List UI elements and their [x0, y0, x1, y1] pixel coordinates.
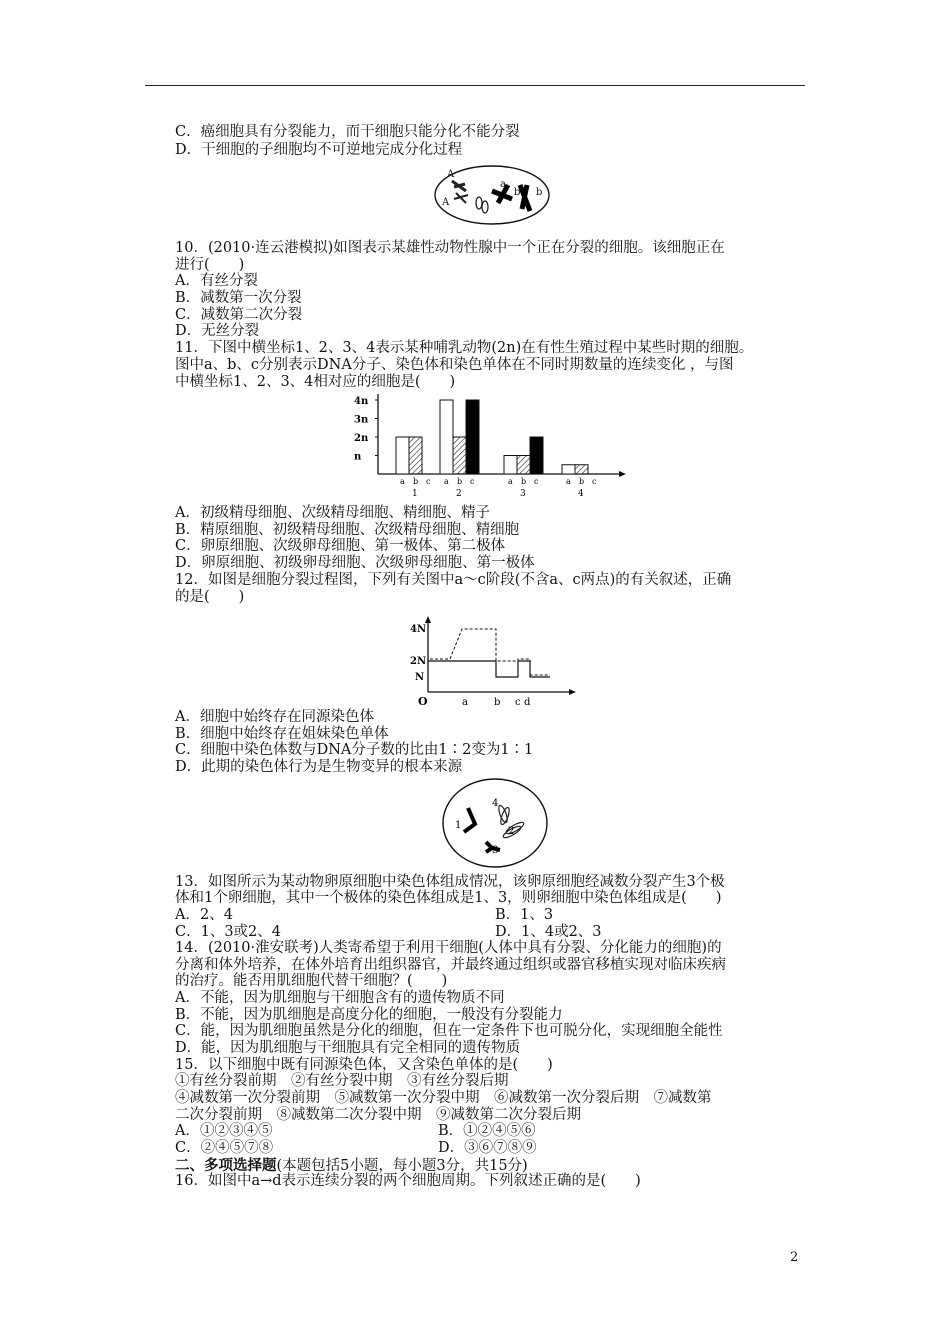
q15-option-d: D．③⑥⑦⑧⑨ [438, 1140, 537, 1156]
q12-option-d: D．此期的染色体行为是生物变异的根本来源 [175, 759, 463, 775]
q15-option-a: A．①②③④⑤ [175, 1123, 273, 1139]
q12-option-c: C．细胞中染色体数与DNA分子数的比由1∶2变为1∶1 [175, 742, 534, 758]
q13-stem-2: 体和1个卵细胞，其中一个极体的染色体组成是1、3，则卵细胞中染色体组成是( ) [175, 890, 722, 906]
bar-sub-label-4-a: a [566, 477, 571, 486]
option-d: D．干细胞的子细胞均不可逆地完成分化过程 [175, 142, 463, 158]
section-2-note: (本题包括5小题，每小题3分，共15分) [276, 1158, 528, 1174]
fig13-label-2: 2 [508, 826, 515, 837]
bar-y-tick-3n: 3n [354, 414, 369, 426]
fig13-label-4: 4 [492, 798, 499, 809]
fig10-label-A2: A [442, 197, 450, 208]
q11-stem-2: 图中a、b、c分别表示DNA分子、染色体和染色单体在不同时期数量的连续变化 ，与图 [175, 357, 734, 373]
bar-sub-label-4-b: b [579, 477, 585, 486]
q12-stem-2: 的是( ) [175, 589, 245, 605]
chromosome-1 [464, 808, 475, 832]
section-2-title: 二、多项选择题 [175, 1157, 277, 1174]
bar-3-c [530, 437, 543, 474]
fig10-label-b1: b [514, 187, 521, 198]
bar-1-a [396, 437, 409, 474]
line-x-tick-d: d [524, 697, 531, 708]
bar-sub-label-2-b: b [457, 477, 463, 486]
q13-option-a: A．2、4 [175, 907, 233, 923]
bar-chart-marks [396, 400, 588, 474]
q15-line-2: ①有丝分裂前期 ②有丝分裂中期 ③有丝分裂后期 [175, 1073, 509, 1089]
line-y-tick-N: N [415, 672, 425, 683]
q15-option-c: C．②④⑤⑦⑧ [175, 1140, 274, 1156]
q10-option-d: D．无丝分裂 [175, 323, 260, 339]
bar-sub-label-2-c: c [470, 477, 475, 486]
q16-stem-1: 16．如图中a→d表示连续分裂的两个细胞周期。下列叙述正确的是( ) [175, 1173, 641, 1189]
bar-sub-label-2-a: a [444, 477, 449, 486]
bar-y-tick-n: n [354, 451, 362, 463]
q15-stem-1: 15．以下细胞中既有同源染色体，又含染色单体的是( ) [175, 1057, 553, 1073]
bar-3-b [517, 456, 530, 475]
bar-category-3: 3 [520, 489, 526, 499]
q11-option-c: C．卵原细胞、次级卵母细胞、第一极体、第二极体 [175, 538, 506, 554]
q13-option-d: D．1、4或2、3 [495, 924, 602, 940]
q14-stem-1: 14．(2010·淮安联考)人类寄希望于利用干细胞(人体中具有分裂、分化能力的细胞)的 [175, 940, 722, 956]
bar-sub-label-3-a: a [508, 477, 513, 486]
line-x-tick-O: O [418, 695, 428, 708]
bar-sub-label-4-c: c [592, 477, 597, 486]
line-series-dashed [430, 629, 550, 675]
bar-4-a [562, 465, 575, 474]
bar-category-1: 1 [412, 489, 418, 499]
bar-sub-label-1-a: a [400, 477, 405, 486]
line-y-tick-2N: 2N [410, 656, 427, 667]
fig13-label-1: 1 [455, 820, 462, 831]
option-c: C．癌细胞具有分裂能力，而干细胞只能分化不能分裂 [175, 124, 520, 140]
bar-3-a [504, 456, 517, 475]
q14-stem-2: 分离和体外培养，在体外培育出组织器官，并最终通过组织或器官移植实现对临床疾病 [175, 957, 726, 973]
line-x-tick-b: b [494, 697, 501, 708]
bar-category-4: 4 [578, 489, 584, 499]
bar-y-tick-2n: 2n [354, 433, 369, 444]
q11-option-b: B．精原细胞、初级精母细胞、次级精母细胞、精细胞 [175, 522, 520, 538]
fig10-label-b2: b [536, 187, 543, 198]
q12-option-a: A．细胞中始终存在同源染色体 [175, 709, 374, 725]
fig10-label-A1: A [447, 169, 455, 180]
bar-sub-label-3-b: b [521, 477, 527, 486]
q15-line-3: ④减数第一次分裂前期 ⑤减数第一次分裂中期 ⑥减数第一次分裂后期 ⑦减数第 [175, 1090, 712, 1106]
bar-2-c [466, 400, 479, 474]
q14-option-b: B．不能，因为肌细胞是高度分化的细胞，一般没有分裂能力 [175, 1007, 563, 1023]
q13-stem-1: 13．如图所示为某动物卵原细胞中染色体组成情况，该卵原细胞经减数分裂产生3个极 [175, 874, 725, 890]
q14-option-c: C．能，因为肌细胞虽然是分化的细胞，但在一定条件下也可脱分化，实现细胞全能性 [175, 1023, 723, 1039]
q13-option-b: B．1、3 [495, 907, 554, 923]
q11-stem-1: 11．下图中横坐标1、2、3、4表示某种哺乳动物(2n)在有性生殖过程中某些时期的细胞。 [175, 340, 754, 356]
fig13-label-3: 3 [492, 845, 499, 856]
q10-stem-1: 10．(2010·连云港模拟)如图表示某雄性动物性腺中一个正在分裂的细胞。该细胞正在 [175, 240, 725, 256]
bar-sub-label-3-c: c [534, 477, 539, 486]
bar-sub-label-1-b: b [413, 477, 419, 486]
bar-2-a [440, 400, 453, 474]
header-rule [145, 85, 805, 86]
q14-stem-3: 的治疗。能否用肌细胞代替干细胞？( ) [175, 973, 448, 989]
q15-line-4: 二次分裂前期 ⑧减数第二次分裂中期 ⑨减数第二次分裂后期 [175, 1107, 581, 1123]
q11-option-d: D．卵原细胞、初级卵母细胞、次级卵母细胞、第一极体 [175, 555, 535, 571]
bar-2-b [453, 437, 466, 474]
q15-option-b: B．①②④⑤⑥ [438, 1123, 536, 1139]
q11-stem-3: 中横坐标1、2、3、4相对应的细胞是( ) [175, 374, 456, 390]
q10-option-a: A．有丝分裂 [175, 273, 258, 289]
q13-option-c: C．1、3或2、4 [175, 924, 281, 940]
line-y-tick-4N: 4N [410, 624, 427, 635]
bar-1-b [409, 437, 422, 474]
fig10-label-a: a [500, 179, 506, 190]
q12-stem-1: 12．如图是细胞分裂过程图，下列有关图中a～c阶段(不含a、c两点)的有关叙述，正确 [175, 572, 732, 588]
bar-category-2: 2 [456, 489, 462, 499]
q11-bar-chart [352, 392, 632, 504]
q12-line-chart [410, 612, 580, 708]
q14-option-a: A．不能，因为肌细胞与干细胞含有的遗传物质不同 [175, 990, 505, 1006]
line-x-tick-a: a [462, 697, 468, 708]
bar-y-tick-4n: 4n [354, 396, 369, 407]
line-x-tick-c: c [515, 697, 521, 708]
q10-option-c: C．减数第二次分裂 [175, 307, 303, 323]
q12-option-b: B．细胞中始终存在姐妹染色单体 [175, 726, 389, 742]
q13-cell-figure [440, 776, 550, 870]
q10-option-b: B．减数第一次分裂 [175, 290, 302, 306]
q14-option-d: D．能，因为肌细胞与干细胞具有完全相同的遗传物质 [175, 1040, 521, 1056]
q10-stem-2: 进行( ) [175, 257, 245, 273]
q11-option-a: A．初级精母细胞、次级精母细胞、精细胞、精子 [175, 505, 490, 521]
bar-sub-label-1-c: c [426, 477, 431, 486]
q10-cell-figure [432, 163, 552, 227]
page-number: 2 [790, 1250, 799, 1265]
bar-4-b [575, 465, 588, 474]
